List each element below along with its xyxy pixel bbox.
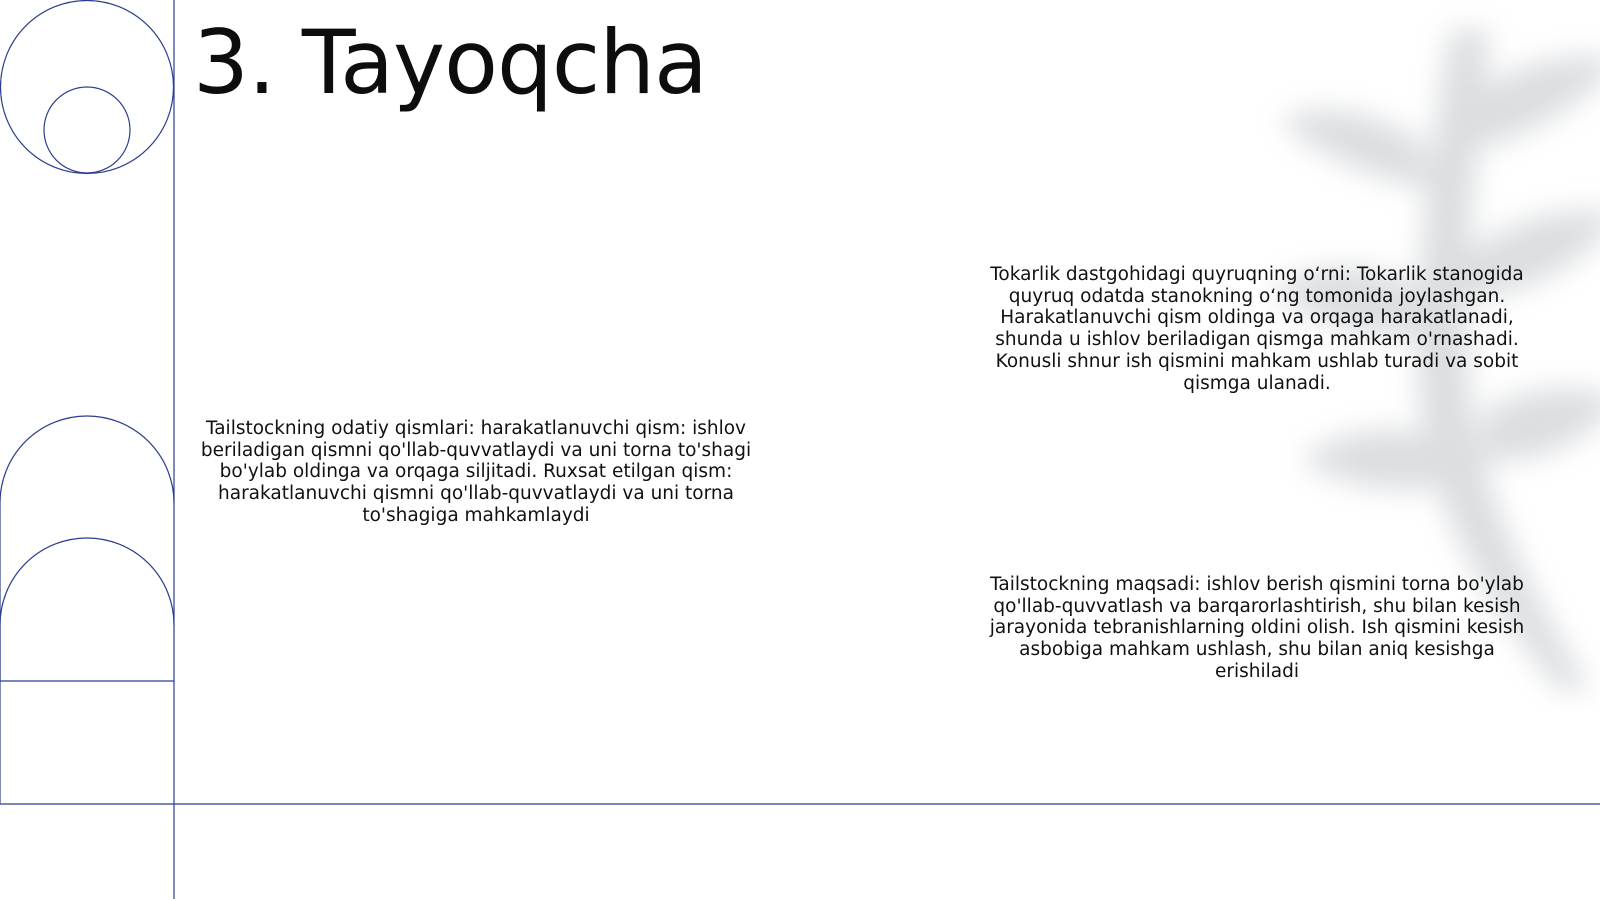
arch-upper-outline xyxy=(0,416,174,804)
small-circle-outline xyxy=(44,87,130,173)
tailstock-purpose-paragraph: Tailstockning maqsadi: ishlov berish qismini torna bo'ylab qo'llab-quvvatlash va barqarorlashtirish, shu bilan kesish jarayonida tebranishlarning oldini olish. Ish qismini kesish asbobiga mahkam ushlash, shu bilan aniq kesishga erishiladi xyxy=(989,574,1525,682)
slide-title: 3. Tayoqcha xyxy=(193,11,707,114)
tailstock-position-paragraph: Tokarlik dastgohidagi quyruqning o‘rni: Tokarlik stanogida quyruq odatda stanokning o‘ng tomonida joylashgan. Harakatlanuvchi qism oldinga va orqaga harakatlanadi, shunda u ishlov beriladigan qismga mahkam o'rnashadi. Konusli shnur ish qismini mahkam ushlab turadi va sobit qismga ulanadi. xyxy=(990,264,1524,394)
arch-lower-outline xyxy=(0,538,174,681)
tailstock-parts-paragraph: Tailstockning odatiy qismlari: harakatlanuvchi qism: ishlov beriladigan qismni qo'llab-quvvatlaydi va uni torna to'shagi bo'ylab oldinga va orqaga siljitadi. Ruxsat etilgan qism: harakatlanuvchi qismni qo'llab-quvvatlaydi va uni torna to'shagiga mahkamlaydi xyxy=(200,418,752,526)
